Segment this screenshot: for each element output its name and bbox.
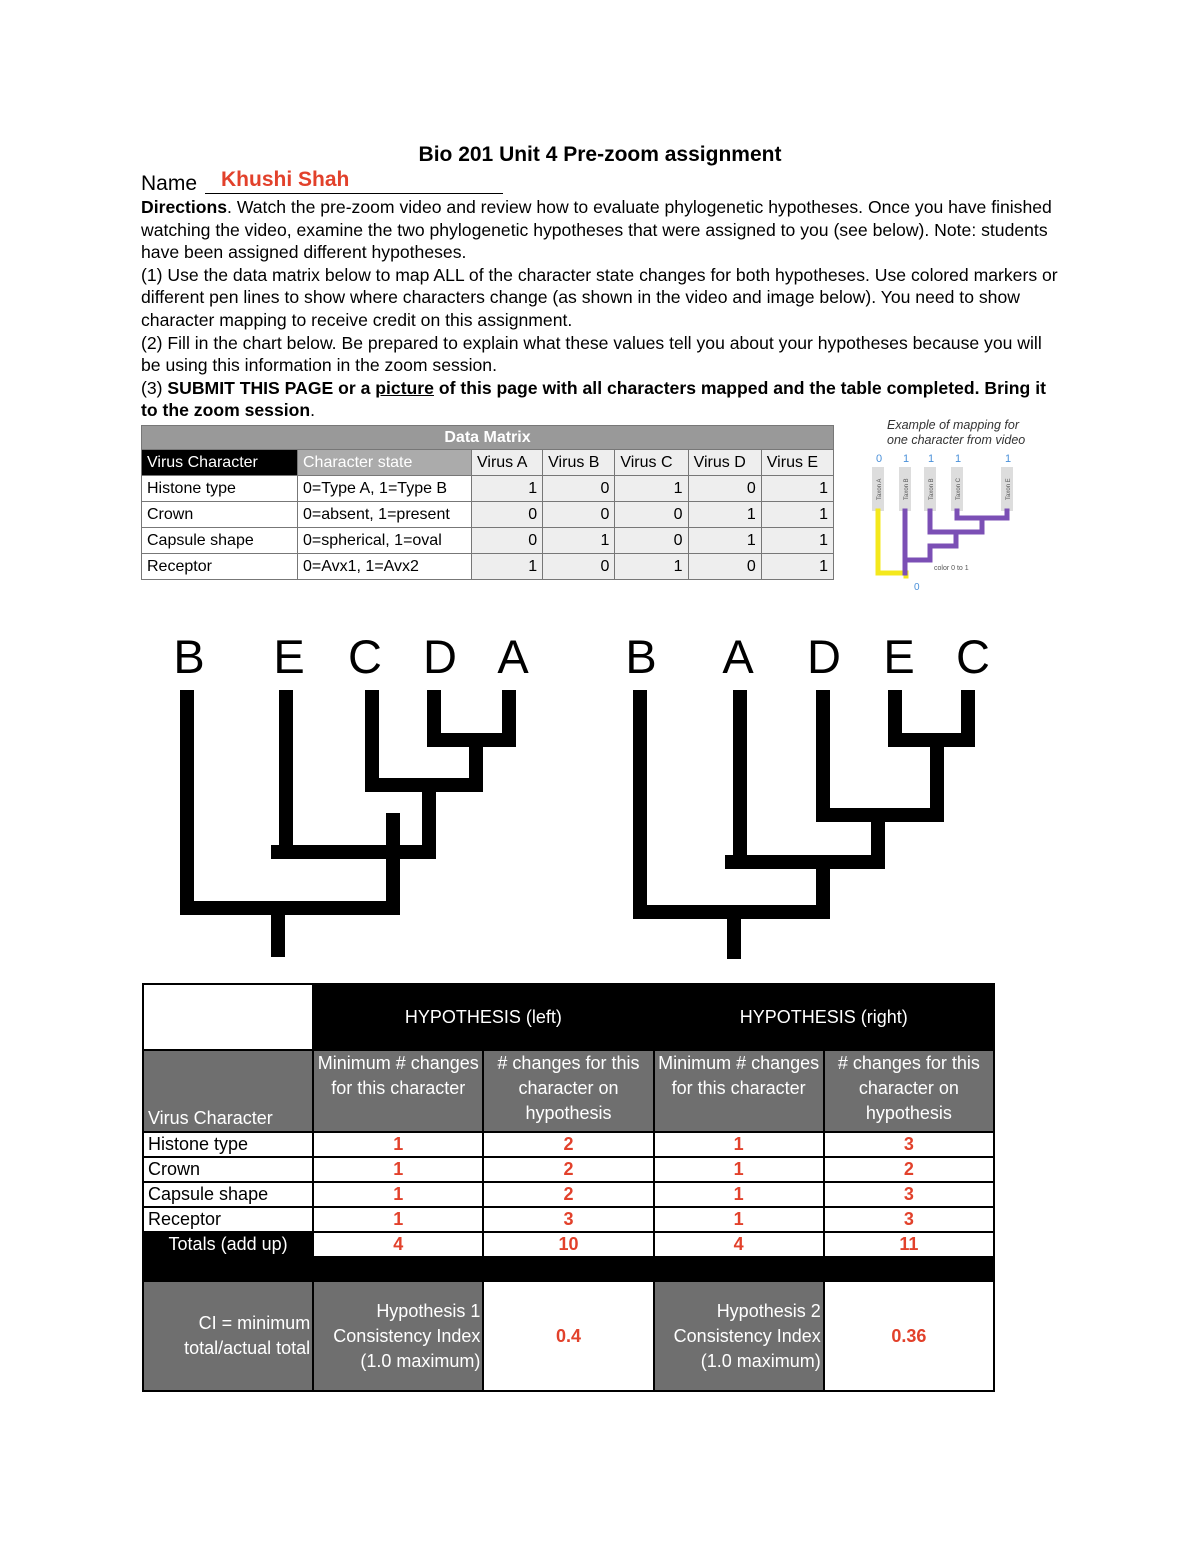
example-root-state: 0 (914, 582, 920, 593)
tree-left-taxon: C (348, 630, 382, 683)
matrix-cell: 0 (615, 528, 688, 554)
tree-right-node (732, 815, 878, 862)
results-character: Receptor (143, 1207, 313, 1232)
example-taxon-label: Taxon E (1006, 478, 1012, 500)
results-character: Crown (143, 1157, 313, 1182)
results-col-changes-left: # changes for this character on hypothesis (483, 1050, 653, 1132)
results-cell: 3 (824, 1132, 994, 1157)
table-row (143, 1207, 994, 1232)
name-field[interactable] (141, 168, 511, 196)
results-cell: 2 (483, 1132, 653, 1157)
tree-right (600, 690, 1000, 960)
table-row (142, 502, 834, 528)
name-label: Name (141, 172, 198, 195)
matrix-cell: 0 (688, 554, 761, 580)
results-total: 4 (654, 1232, 824, 1257)
directions-lead: Directions (141, 197, 228, 217)
results-total: 4 (313, 1232, 483, 1257)
example-change-note: color 0 to 1 (934, 565, 969, 572)
example-tip-state: 0 (876, 453, 883, 465)
matrix-header-virus-b: Virus B (543, 450, 615, 476)
example-branch-state-1 (905, 546, 930, 560)
directions-picture: picture (375, 377, 434, 398)
results-totals-row (143, 1232, 994, 1257)
matrix-cell: 0 (688, 476, 761, 502)
results-hyp-left: HYPOTHESIS (left) (313, 984, 653, 1050)
data-matrix (141, 425, 834, 580)
matrix-header-virus-c: Virus C (615, 450, 688, 476)
results-cell: 2 (483, 1157, 653, 1182)
matrix-cell: 0 (615, 502, 688, 528)
directions-bold-2: of this page with all characters mapped and the table completed. Bring it to the zoom session (141, 377, 1046, 421)
table-row (142, 554, 834, 580)
results-ci-h2-label: Hypothesis 2 Consistency Index (1.0 maximum) (654, 1281, 824, 1391)
directions-text-1: . Watch the pre-zoom video and review how to evaluate phylogenetic hypotheses. Once you have finished watching the video, examine the two phylogenetic hypotheses that were assigned to you (see below). Note: students have been assigned different hypotheses. (141, 197, 1052, 263)
tree-right-branch-d (823, 695, 937, 815)
results-col-character: Virus Character (143, 1050, 313, 1132)
name-value: Khushi Shah (221, 168, 350, 191)
directions-bold-1: SUBMIT THIS PAGE or a (167, 377, 376, 398)
results-corner (143, 984, 313, 1050)
matrix-state: 0=absent, 1=present (298, 502, 472, 528)
results-cell: 2 (483, 1182, 653, 1207)
matrix-cell: 1 (761, 502, 833, 528)
results-cell: 1 (654, 1207, 824, 1232)
results-cell: 2 (824, 1157, 994, 1182)
results-cell: 1 (654, 1132, 824, 1157)
matrix-title: Data Matrix (142, 426, 834, 450)
tree-left-taxon: D (423, 630, 457, 683)
tree-left-taxon: E (273, 630, 305, 683)
matrix-character: Crown (142, 502, 298, 528)
table-row (143, 1157, 994, 1182)
results-cell: 3 (824, 1182, 994, 1207)
matrix-header-character: Virus Character (142, 450, 298, 476)
matrix-cell: 0 (472, 502, 543, 528)
results-cell: 1 (654, 1182, 824, 1207)
results-col-min-right: Minimum # changes for this character (654, 1050, 824, 1132)
results-cell: 1 (654, 1157, 824, 1182)
results-header-row (143, 984, 994, 1050)
example-tip-state: 1 (928, 453, 935, 465)
matrix-cell: 0 (543, 554, 615, 580)
tree-left-taxon: B (173, 630, 205, 683)
example-tip-state: 1 (903, 453, 910, 465)
example-taxon-label: Taxon A (877, 478, 883, 500)
matrix-character: Capsule shape (142, 528, 298, 554)
matrix-state: 0=Avx1, 1=Avx2 (298, 554, 472, 580)
results-totals-label: Totals (add up) (143, 1232, 313, 1257)
tree-right-taxon: A (722, 630, 754, 683)
tree-left (150, 690, 550, 960)
results-cell: 1 (313, 1207, 483, 1232)
results-spacer (143, 1257, 994, 1281)
matrix-header-virus-d: Virus D (688, 450, 761, 476)
results-total: 11 (824, 1232, 994, 1257)
results-character: Capsule shape (143, 1182, 313, 1207)
results-table (142, 983, 995, 1392)
directions-para-2: (1) Use the data matrix below to map ALL of the character state changes for both hypotheses. Use colored markers or different pen lines to show where characters change (as shown in the video and image below). You need to show character mapping to receive credit on this assignment. (141, 264, 1058, 330)
matrix-character: Histone type (142, 476, 298, 502)
example-caption (887, 418, 1025, 448)
results-cell: 3 (824, 1207, 994, 1232)
results-hyp-right: HYPOTHESIS (right) (654, 984, 994, 1050)
matrix-state: 0=Type A, 1=Type B (298, 476, 472, 502)
matrix-header-virus-a: Virus A (472, 450, 543, 476)
matrix-header-row (142, 450, 834, 476)
results-subheader-row (143, 1050, 994, 1132)
results-cell: 1 (313, 1157, 483, 1182)
directions (141, 196, 1061, 422)
matrix-cell: 1 (761, 476, 833, 502)
page-title: Bio 201 Unit 4 Pre-zoom assignment (418, 143, 782, 166)
example-caption-line-1: Example of mapping for (887, 418, 1020, 432)
results-ci-h1-label: Hypothesis 1 Consistency Index (1.0 maximum) (313, 1281, 483, 1391)
example-branch-state-0 (878, 511, 906, 573)
results-col-changes-right: # changes for this character on hypothesis (824, 1050, 994, 1132)
table-row (142, 476, 834, 502)
name-underline (205, 193, 503, 194)
matrix-state: 0=spherical, 1=oval (298, 528, 472, 554)
tree-left-taxon: A (497, 630, 529, 683)
tree-right-taxon: C (956, 630, 990, 683)
results-col-min-left: Minimum # changes for this character (313, 1050, 483, 1132)
directions-para-1 (141, 196, 1061, 264)
matrix-character: Receptor (142, 554, 298, 580)
table-row (143, 1182, 994, 1207)
results-cell: 1 (313, 1132, 483, 1157)
table-row (142, 528, 834, 554)
matrix-cell: 1 (472, 476, 543, 502)
matrix-cell: 1 (761, 528, 833, 554)
results-cell: 1 (313, 1182, 483, 1207)
results-ci-h1-value: 0.4 (483, 1281, 653, 1391)
results-ci-h2-value: 0.36 (824, 1281, 994, 1391)
matrix-cell: 1 (615, 554, 688, 580)
directions-period: . (310, 400, 316, 421)
results-spacer-row (143, 1257, 994, 1281)
tree-right-branch-b (640, 695, 823, 912)
tree-right-taxon: D (807, 630, 841, 683)
example-taxon-label: Taxon B (929, 478, 935, 500)
tree-right-taxon: E (883, 630, 915, 683)
directions-para-3: (2) Fill in the chart below. Be prepared to explain what these values tell you about your hypotheses because you will be using this information in the zoom session. (141, 332, 1042, 376)
matrix-cell: 1 (761, 554, 833, 580)
matrix-cell: 1 (472, 554, 543, 580)
results-cell: 3 (483, 1207, 653, 1232)
directions-step3: (3) (141, 377, 168, 398)
tree-right-taxon: B (625, 630, 657, 683)
results-character: Histone type (143, 1132, 313, 1157)
matrix-cell: 1 (543, 528, 615, 554)
example-taxon-label: Taxon C (956, 477, 962, 500)
matrix-header-state: Character state (298, 450, 472, 476)
example-mapping-figure (866, 450, 1036, 600)
example-tip-state: 1 (1005, 453, 1012, 465)
example-caption-line-2: one character from video (887, 433, 1026, 447)
matrix-cell: 1 (688, 528, 761, 554)
matrix-cell: 1 (688, 502, 761, 528)
results-ci-label: CI = minimum total/actual total (143, 1281, 313, 1391)
results-total: 10 (483, 1232, 653, 1257)
table-row (143, 1132, 994, 1157)
example-branch-state-1 (905, 511, 1007, 573)
example-tip-state: 1 (955, 453, 962, 465)
results-ci-row (143, 1281, 994, 1391)
matrix-cell: 0 (543, 476, 615, 502)
matrix-cell: 1 (615, 476, 688, 502)
directions-para-4 (141, 377, 1061, 422)
matrix-cell: 0 (472, 528, 543, 554)
example-taxon-label: Taxon B (904, 478, 910, 500)
matrix-header-virus-e: Virus E (761, 450, 833, 476)
matrix-cell: 0 (543, 502, 615, 528)
